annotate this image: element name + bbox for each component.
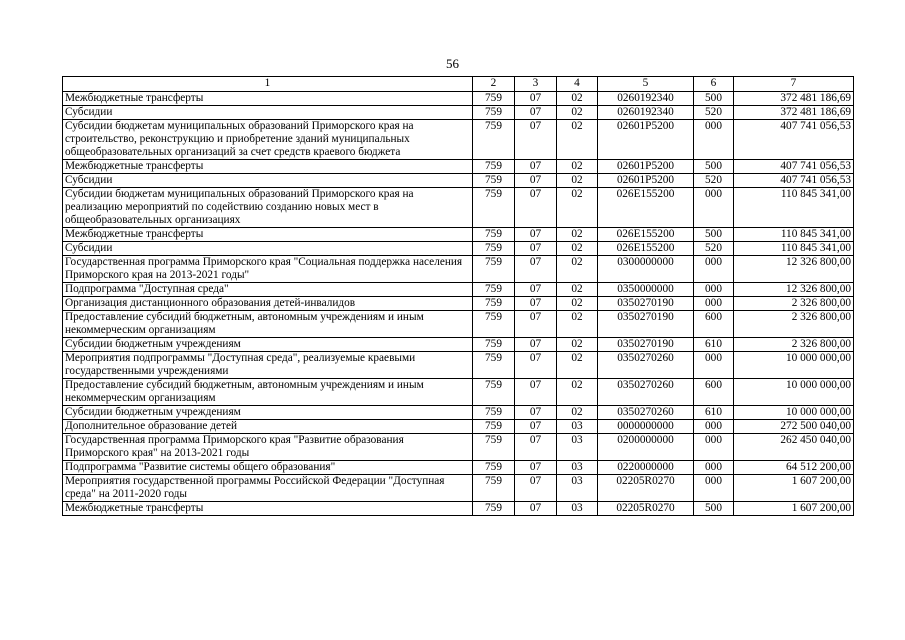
item-name-cell: Субсидии бюджетам муниципальных образований Приморского края на строительство, реконструкцию и приобретение зданий муниципальных общеобразовательных организаций за счет средств краевого бюджета — [63, 120, 473, 160]
item-name-cell: Субсидии бюджетам муниципальных образований Приморского края на реализацию мероприятий по содействию созданию новых мест в общеобразовательных организациях — [63, 188, 473, 228]
section-code-cell: 07 — [515, 283, 557, 297]
subsection-code-cell: 02 — [557, 311, 598, 338]
target-article-code-cell: 026E155200 — [598, 242, 694, 256]
ministry-code-cell: 759 — [473, 434, 515, 461]
subsection-code-cell: 02 — [557, 283, 598, 297]
subsection-code-cell: 02 — [557, 256, 598, 283]
target-article-code-cell: 0350270260 — [598, 352, 694, 379]
amount-cell: 407 741 056,53 — [734, 174, 854, 188]
item-name-cell: Субсидии — [63, 174, 473, 188]
target-article-code-cell: 02601P5200 — [598, 120, 694, 160]
amount-cell: 10 000 000,00 — [734, 379, 854, 406]
amount-cell: 1 607 200,00 — [734, 502, 854, 516]
table-row — [63, 160, 854, 174]
item-name-cell: Дополнительное образование детей — [63, 420, 473, 434]
section-code-cell: 07 — [515, 352, 557, 379]
expense-type-code-cell: 000 — [694, 434, 734, 461]
section-code-cell: 07 — [515, 92, 557, 106]
ministry-code-cell: 759 — [473, 297, 515, 311]
item-name-cell: Субсидии бюджетным учреждениям — [63, 406, 473, 420]
section-code-cell: 07 — [515, 338, 557, 352]
section-code-cell: 07 — [515, 256, 557, 283]
section-code-cell: 07 — [515, 406, 557, 420]
item-name-cell: Мероприятия государственной программы Российской Федерации "Доступная среда" на 2011-2020 годы — [63, 475, 473, 502]
expense-type-code-cell: 000 — [694, 297, 734, 311]
item-name-cell: Межбюджетные трансферты — [63, 228, 473, 242]
ministry-code-cell: 759 — [473, 242, 515, 256]
section-code-cell: 07 — [515, 242, 557, 256]
expense-type-code-cell: 000 — [694, 283, 734, 297]
target-article-code-cell: 0000000000 — [598, 420, 694, 434]
subsection-code-cell: 02 — [557, 120, 598, 160]
subsection-code-cell: 02 — [557, 297, 598, 311]
table-row — [63, 106, 854, 120]
ministry-code-cell: 759 — [473, 311, 515, 338]
ministry-code-cell: 759 — [473, 92, 515, 106]
expense-type-code-cell: 000 — [694, 461, 734, 475]
subsection-code-cell: 02 — [557, 160, 598, 174]
target-article-code-cell: 0350270260 — [598, 406, 694, 420]
budget-table — [62, 76, 854, 516]
table-row — [63, 297, 854, 311]
expense-type-code-cell: 000 — [694, 420, 734, 434]
table-row — [63, 311, 854, 338]
section-code-cell: 07 — [515, 461, 557, 475]
item-name-cell: Предоставление субсидий бюджетным, автономным учреждениям и иным некоммерческим организациям — [63, 311, 473, 338]
ministry-code-cell: 759 — [473, 174, 515, 188]
expense-type-code-cell: 600 — [694, 311, 734, 338]
section-code-cell: 07 — [515, 188, 557, 228]
subsection-code-cell: 02 — [557, 92, 598, 106]
target-article-code-cell: 0200000000 — [598, 434, 694, 461]
table-row — [63, 379, 854, 406]
expense-type-code-cell: 000 — [694, 120, 734, 160]
target-article-code-cell: 026E155200 — [598, 228, 694, 242]
expense-type-code-cell: 500 — [694, 502, 734, 516]
column-header-3: 3 — [515, 77, 557, 92]
expense-type-code-cell: 520 — [694, 106, 734, 120]
item-name-cell: Субсидии бюджетным учреждениям — [63, 338, 473, 352]
ministry-code-cell: 759 — [473, 283, 515, 297]
subsection-code-cell: 02 — [557, 106, 598, 120]
expense-type-code-cell: 600 — [694, 379, 734, 406]
section-code-cell: 07 — [515, 174, 557, 188]
ministry-code-cell: 759 — [473, 160, 515, 174]
ministry-code-cell: 759 — [473, 461, 515, 475]
section-code-cell: 07 — [515, 434, 557, 461]
ministry-code-cell: 759 — [473, 420, 515, 434]
item-name-cell: Государственная программа Приморского края "Развитие образования Приморского края" на 2013-2021 годы — [63, 434, 473, 461]
table-row — [63, 242, 854, 256]
section-code-cell: 07 — [515, 379, 557, 406]
expense-type-code-cell: 500 — [694, 160, 734, 174]
amount-cell: 407 741 056,53 — [734, 120, 854, 160]
target-article-code-cell: 0350270190 — [598, 338, 694, 352]
target-article-code-cell: 02601P5200 — [598, 174, 694, 188]
section-code-cell: 07 — [515, 228, 557, 242]
section-code-cell: 07 — [515, 106, 557, 120]
amount-cell: 110 845 341,00 — [734, 242, 854, 256]
table-row — [63, 475, 854, 502]
target-article-code-cell: 0350270190 — [598, 311, 694, 338]
target-article-code-cell: 0350000000 — [598, 283, 694, 297]
expense-type-code-cell: 000 — [694, 475, 734, 502]
item-name-cell: Межбюджетные трансферты — [63, 160, 473, 174]
table-row — [63, 283, 854, 297]
target-article-code-cell: 0260192340 — [598, 92, 694, 106]
column-header-2: 2 — [473, 77, 515, 92]
section-code-cell: 07 — [515, 160, 557, 174]
amount-cell: 2 326 800,00 — [734, 311, 854, 338]
amount-cell: 372 481 186,69 — [734, 106, 854, 120]
amount-cell: 1 607 200,00 — [734, 475, 854, 502]
target-article-code-cell: 02205R0270 — [598, 475, 694, 502]
header-row — [63, 77, 854, 92]
subsection-code-cell: 02 — [557, 188, 598, 228]
subsection-code-cell: 02 — [557, 379, 598, 406]
amount-cell: 64 512 200,00 — [734, 461, 854, 475]
column-header-4: 4 — [557, 77, 598, 92]
subsection-code-cell: 02 — [557, 406, 598, 420]
table-row — [63, 338, 854, 352]
target-article-code-cell: 0300000000 — [598, 256, 694, 283]
ministry-code-cell: 759 — [473, 475, 515, 502]
amount-cell: 372 481 186,69 — [734, 92, 854, 106]
table-row — [63, 188, 854, 228]
column-header-7: 7 — [734, 77, 854, 92]
target-article-code-cell: 02205R0270 — [598, 502, 694, 516]
expense-type-code-cell: 000 — [694, 256, 734, 283]
expense-type-code-cell: 000 — [694, 188, 734, 228]
table-row — [63, 228, 854, 242]
subsection-code-cell: 02 — [557, 228, 598, 242]
section-code-cell: 07 — [515, 297, 557, 311]
subsection-code-cell: 03 — [557, 461, 598, 475]
item-name-cell: Организация дистанционного образования детей-инвалидов — [63, 297, 473, 311]
amount-cell: 110 845 341,00 — [734, 228, 854, 242]
table-row — [63, 434, 854, 461]
ministry-code-cell: 759 — [473, 256, 515, 283]
expense-type-code-cell: 520 — [694, 174, 734, 188]
ministry-code-cell: 759 — [473, 406, 515, 420]
item-name-cell: Субсидии — [63, 106, 473, 120]
section-code-cell: 07 — [515, 120, 557, 160]
subsection-code-cell: 03 — [557, 434, 598, 461]
table-row — [63, 174, 854, 188]
item-name-cell: Субсидии — [63, 242, 473, 256]
table-row — [63, 406, 854, 420]
target-article-code-cell: 0260192340 — [598, 106, 694, 120]
amount-cell: 12 326 800,00 — [734, 283, 854, 297]
target-article-code-cell: 0220000000 — [598, 461, 694, 475]
target-article-code-cell: 0350270190 — [598, 297, 694, 311]
subsection-code-cell: 03 — [557, 420, 598, 434]
column-header-5: 5 — [598, 77, 694, 92]
column-header-6: 6 — [694, 77, 734, 92]
amount-cell: 2 326 800,00 — [734, 297, 854, 311]
expense-type-code-cell: 000 — [694, 352, 734, 379]
item-name-cell: Подпрограмма "Развитие системы общего образования" — [63, 461, 473, 475]
subsection-code-cell: 03 — [557, 475, 598, 502]
section-code-cell: 07 — [515, 502, 557, 516]
item-name-cell: Предоставление субсидий бюджетным, автономным учреждениям и иным некоммерческим организациям — [63, 379, 473, 406]
ministry-code-cell: 759 — [473, 338, 515, 352]
amount-cell: 262 450 040,00 — [734, 434, 854, 461]
page-number: 56 — [446, 56, 459, 71]
table-row — [63, 420, 854, 434]
table-row — [63, 92, 854, 106]
ministry-code-cell: 759 — [473, 228, 515, 242]
ministry-code-cell: 759 — [473, 120, 515, 160]
table-header — [63, 77, 854, 92]
table-row — [63, 352, 854, 379]
ministry-code-cell: 759 — [473, 502, 515, 516]
amount-cell: 12 326 800,00 — [734, 256, 854, 283]
ministry-code-cell: 759 — [473, 106, 515, 120]
subsection-code-cell: 02 — [557, 352, 598, 379]
ministry-code-cell: 759 — [473, 188, 515, 228]
item-name-cell: Межбюджетные трансферты — [63, 92, 473, 106]
expense-type-code-cell: 610 — [694, 338, 734, 352]
table-row — [63, 502, 854, 516]
expense-type-code-cell: 500 — [694, 228, 734, 242]
subsection-code-cell: 02 — [557, 174, 598, 188]
section-code-cell: 07 — [515, 420, 557, 434]
target-article-code-cell: 0350270260 — [598, 379, 694, 406]
item-name-cell: Мероприятия подпрограммы "Доступная среда", реализуемые краевыми государственными учреждениями — [63, 352, 473, 379]
target-article-code-cell: 026E155200 — [598, 188, 694, 228]
ministry-code-cell: 759 — [473, 352, 515, 379]
table-row — [63, 256, 854, 283]
table-row — [63, 461, 854, 475]
section-code-cell: 07 — [515, 311, 557, 338]
item-name-cell: Государственная программа Приморского края "Социальная поддержка населения Приморского края на 2013-2021 годы" — [63, 256, 473, 283]
amount-cell: 110 845 341,00 — [734, 188, 854, 228]
subsection-code-cell: 03 — [557, 502, 598, 516]
amount-cell: 272 500 040,00 — [734, 420, 854, 434]
expense-type-code-cell: 500 — [694, 92, 734, 106]
amount-cell: 407 741 056,53 — [734, 160, 854, 174]
table-body — [63, 92, 854, 516]
expense-type-code-cell: 610 — [694, 406, 734, 420]
section-code-cell: 07 — [515, 475, 557, 502]
item-name-cell: Подпрограмма "Доступная среда" — [63, 283, 473, 297]
amount-cell: 10 000 000,00 — [734, 406, 854, 420]
column-header-1: 1 — [63, 77, 473, 92]
subsection-code-cell: 02 — [557, 242, 598, 256]
amount-cell: 10 000 000,00 — [734, 352, 854, 379]
target-article-code-cell: 02601P5200 — [598, 160, 694, 174]
subsection-code-cell: 02 — [557, 338, 598, 352]
amount-cell: 2 326 800,00 — [734, 338, 854, 352]
expense-type-code-cell: 520 — [694, 242, 734, 256]
table-row — [63, 120, 854, 160]
ministry-code-cell: 759 — [473, 379, 515, 406]
item-name-cell: Межбюджетные трансферты — [63, 502, 473, 516]
